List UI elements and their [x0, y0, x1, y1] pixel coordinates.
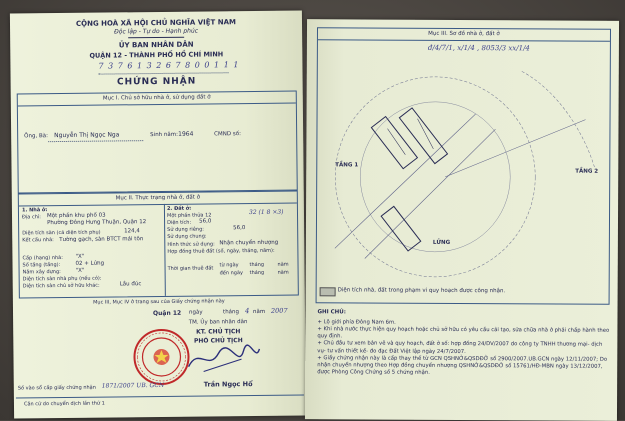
term-from: từ ngày [219, 262, 239, 269]
floors-value: 02 + Lửng [75, 260, 105, 267]
committee-title: ỦY BAN NHÂN DÂN [118, 40, 194, 50]
term-to: đến ngày [219, 270, 244, 277]
house-address: Một phần khu phố 03 [46, 212, 106, 220]
floors-label: Số tầng (tầng): [22, 262, 61, 269]
section-1-divider [18, 103, 296, 107]
note-item: + Chủ đầu tư xem bản vẽ và quy hoạch, đất ở số: hợp đồng 24/DV/2007 do công ty TNHH thương mại- dịch vụ- tư vấn thiết kế- đo đạc Đất Việt lập ngày 24/7/2007. [317, 340, 603, 355]
sign-day-label: ngày [188, 309, 203, 316]
birth-year: 1964 [178, 130, 194, 138]
note-item: + Giấy chứng nhận này là cấp thay thế từ GCN QSHNỞ&QSDĐỞ số 2900/2007.UB.GCN ngày 12/11/2007; Do nhận chuyển nhượng theo Hợp đồng chuyển nhượng QSHNỞ&QSDĐỞ số 15761/HĐ-MBN ngày 13/12/2007, được Phòng Công Chứng số 5 chứng nhận. [317, 354, 608, 376]
use-form-label: Hình thức sử dụng: [167, 241, 215, 248]
structure-value: Tường gạch, sàn BTCT mái tôn [59, 236, 144, 244]
common-use-label: Sử dụng chung: [167, 233, 207, 240]
structure-label: Kết cấu nhà: [22, 237, 54, 244]
floor-2-label: TẦNG 2 [575, 168, 599, 175]
id-number-label: CMND số: [214, 131, 241, 138]
registry-value: 1871/2007 UB. GCN [101, 381, 165, 390]
section-2-heading: Mục II. Thực trạng nhà ở, đất ở [115, 194, 201, 202]
sign-role-2: PHÓ CHỦ TỊCH [193, 337, 243, 345]
parcel-value: 32 (1 8 ×3) [248, 208, 284, 217]
section-2-divider [19, 203, 297, 207]
floor-area-label: Diện tích sàn (cả diện tích phụ) [22, 229, 101, 237]
serial-line [99, 72, 229, 74]
section-1-heading: Mục I. Chủ sở hữu nhà ở, sử dụng đất ở [102, 94, 211, 102]
diagram-heading-divider [318, 39, 610, 42]
house-ward: Phường Đông Hưng Thuận, Quận 12 [47, 219, 147, 227]
other-area-label: Diện tích sàn nhà phụ (nếu có): [22, 275, 102, 283]
mezzanine-label: LỬNG [432, 239, 451, 246]
registry-label: Số vào sổ cấp giấy chứng nhận [17, 384, 96, 392]
continuation-note: Mục III, Mục IV ở trang sau của Giấy chứng nhận này [93, 298, 225, 306]
legend-swatch [320, 287, 336, 296]
notes-list [317, 319, 609, 378]
owner-name-label: Ông, Bà: [24, 133, 49, 140]
land-area-label: Diện tích: [167, 219, 192, 226]
signer-name: Trần Ngọc Hổ [203, 380, 253, 389]
house-heading: 1. Nhà ở: [21, 207, 48, 214]
birth-year-label: Sinh năm: [150, 131, 179, 139]
sign-role-1: KT. CHỦ TỊCH [196, 328, 241, 336]
build-year-value: "X" [75, 267, 85, 274]
section-2-frame [18, 191, 299, 299]
contract-label: Hợp đồng thuê đất (số, ngày, tháng, năm): [167, 247, 275, 255]
section-1-frame [17, 91, 298, 194]
private-use-label: Sử dụng riêng: [167, 226, 204, 233]
owner-name: Nguyễn Thị Ngọc Nga [54, 131, 120, 140]
notes-heading: GHI CHÚ: [317, 309, 346, 316]
grade-label: Cấp (hạng) nhà: [22, 254, 63, 262]
build-year-label: Năm xây dựng: [22, 269, 61, 276]
parcel-label: Một phần thửa 12 [166, 212, 212, 219]
term-label: Thời gian thuê đất [167, 265, 214, 272]
handwritten-note: đ/4/7/1, x/1/4 , 8053/3 xx/1/4 [427, 43, 530, 53]
sign-month-value: 4 [244, 307, 250, 316]
certificate-front-page [10, 10, 306, 418]
term-to-month: tháng [249, 269, 265, 277]
use-form-value: Nhận chuyển nhượng [219, 239, 279, 247]
sign-organization: TM. Ủy ban nhân dân [188, 319, 248, 326]
legend-text: Diện tích nhà, đất trong phạm vi quy hoạch được công nhận. [337, 287, 506, 295]
house-address-label: Địa chỉ: [21, 214, 41, 221]
name-line [48, 140, 143, 142]
grade-value: "X" [75, 253, 85, 260]
other-owner-label: Diện tích sàn chủ sở hữu khác: [22, 282, 100, 290]
term-from-month: tháng [249, 261, 265, 269]
sign-place: Quận 12 [153, 309, 182, 318]
section-2-column-divider [164, 204, 166, 296]
private-use-area: 56,0 [233, 225, 246, 232]
sign-year-label: năm [252, 308, 266, 316]
owner-note: Lầu đúc [119, 281, 142, 288]
term-from-year: năm [277, 261, 289, 268]
floor-plan-diagram [325, 58, 606, 294]
sign-year-value: 2007 [270, 306, 288, 315]
serial-number: 7 3 7 6 1 3 2 6 7 8 0 0 1 1 1 [98, 60, 240, 71]
footer-note: Căn cứ do chuyển dịch lần thứ 1 [23, 400, 105, 408]
note-item: + Khi nhà nước thực hiện quy hoạch hoặc chủ sở hữu có yêu cầu cải tạo, sửa chữa nhà ở phải chấp hành theo quy định. [317, 326, 610, 340]
sign-month-label: tháng [222, 309, 240, 316]
nation-title: CỘNG HOÀ XÃ HỘI CHỦ NGHĨA VIỆT NAM [75, 18, 237, 28]
term-to-year: năm [277, 269, 289, 276]
land-heading: 2. Đất ở: [166, 205, 192, 212]
floor-1-label: TẦNG 1 [335, 162, 359, 169]
certificate-back-page [305, 19, 619, 421]
motto-underline [128, 37, 184, 39]
motto: Độc lập - Tự do - Hạnh phúc [114, 27, 199, 36]
certificate-title: CHỨNG NHẬN [116, 76, 197, 88]
district-title: QUẬN 12 - THÀNH PHỐ HỒ CHÍ MINH [89, 50, 224, 60]
signature [183, 341, 263, 377]
diagram-frame [316, 27, 611, 305]
land-area: 56,0 [199, 218, 212, 225]
note-item: + Lộ giới phía Đông Nam 6m. [317, 319, 396, 326]
diagram-heading: Mục III. Sơ đồ nhà ở, đất ở [428, 30, 500, 38]
footer-divider [16, 394, 304, 398]
floor-area: 124,4 [124, 228, 140, 235]
